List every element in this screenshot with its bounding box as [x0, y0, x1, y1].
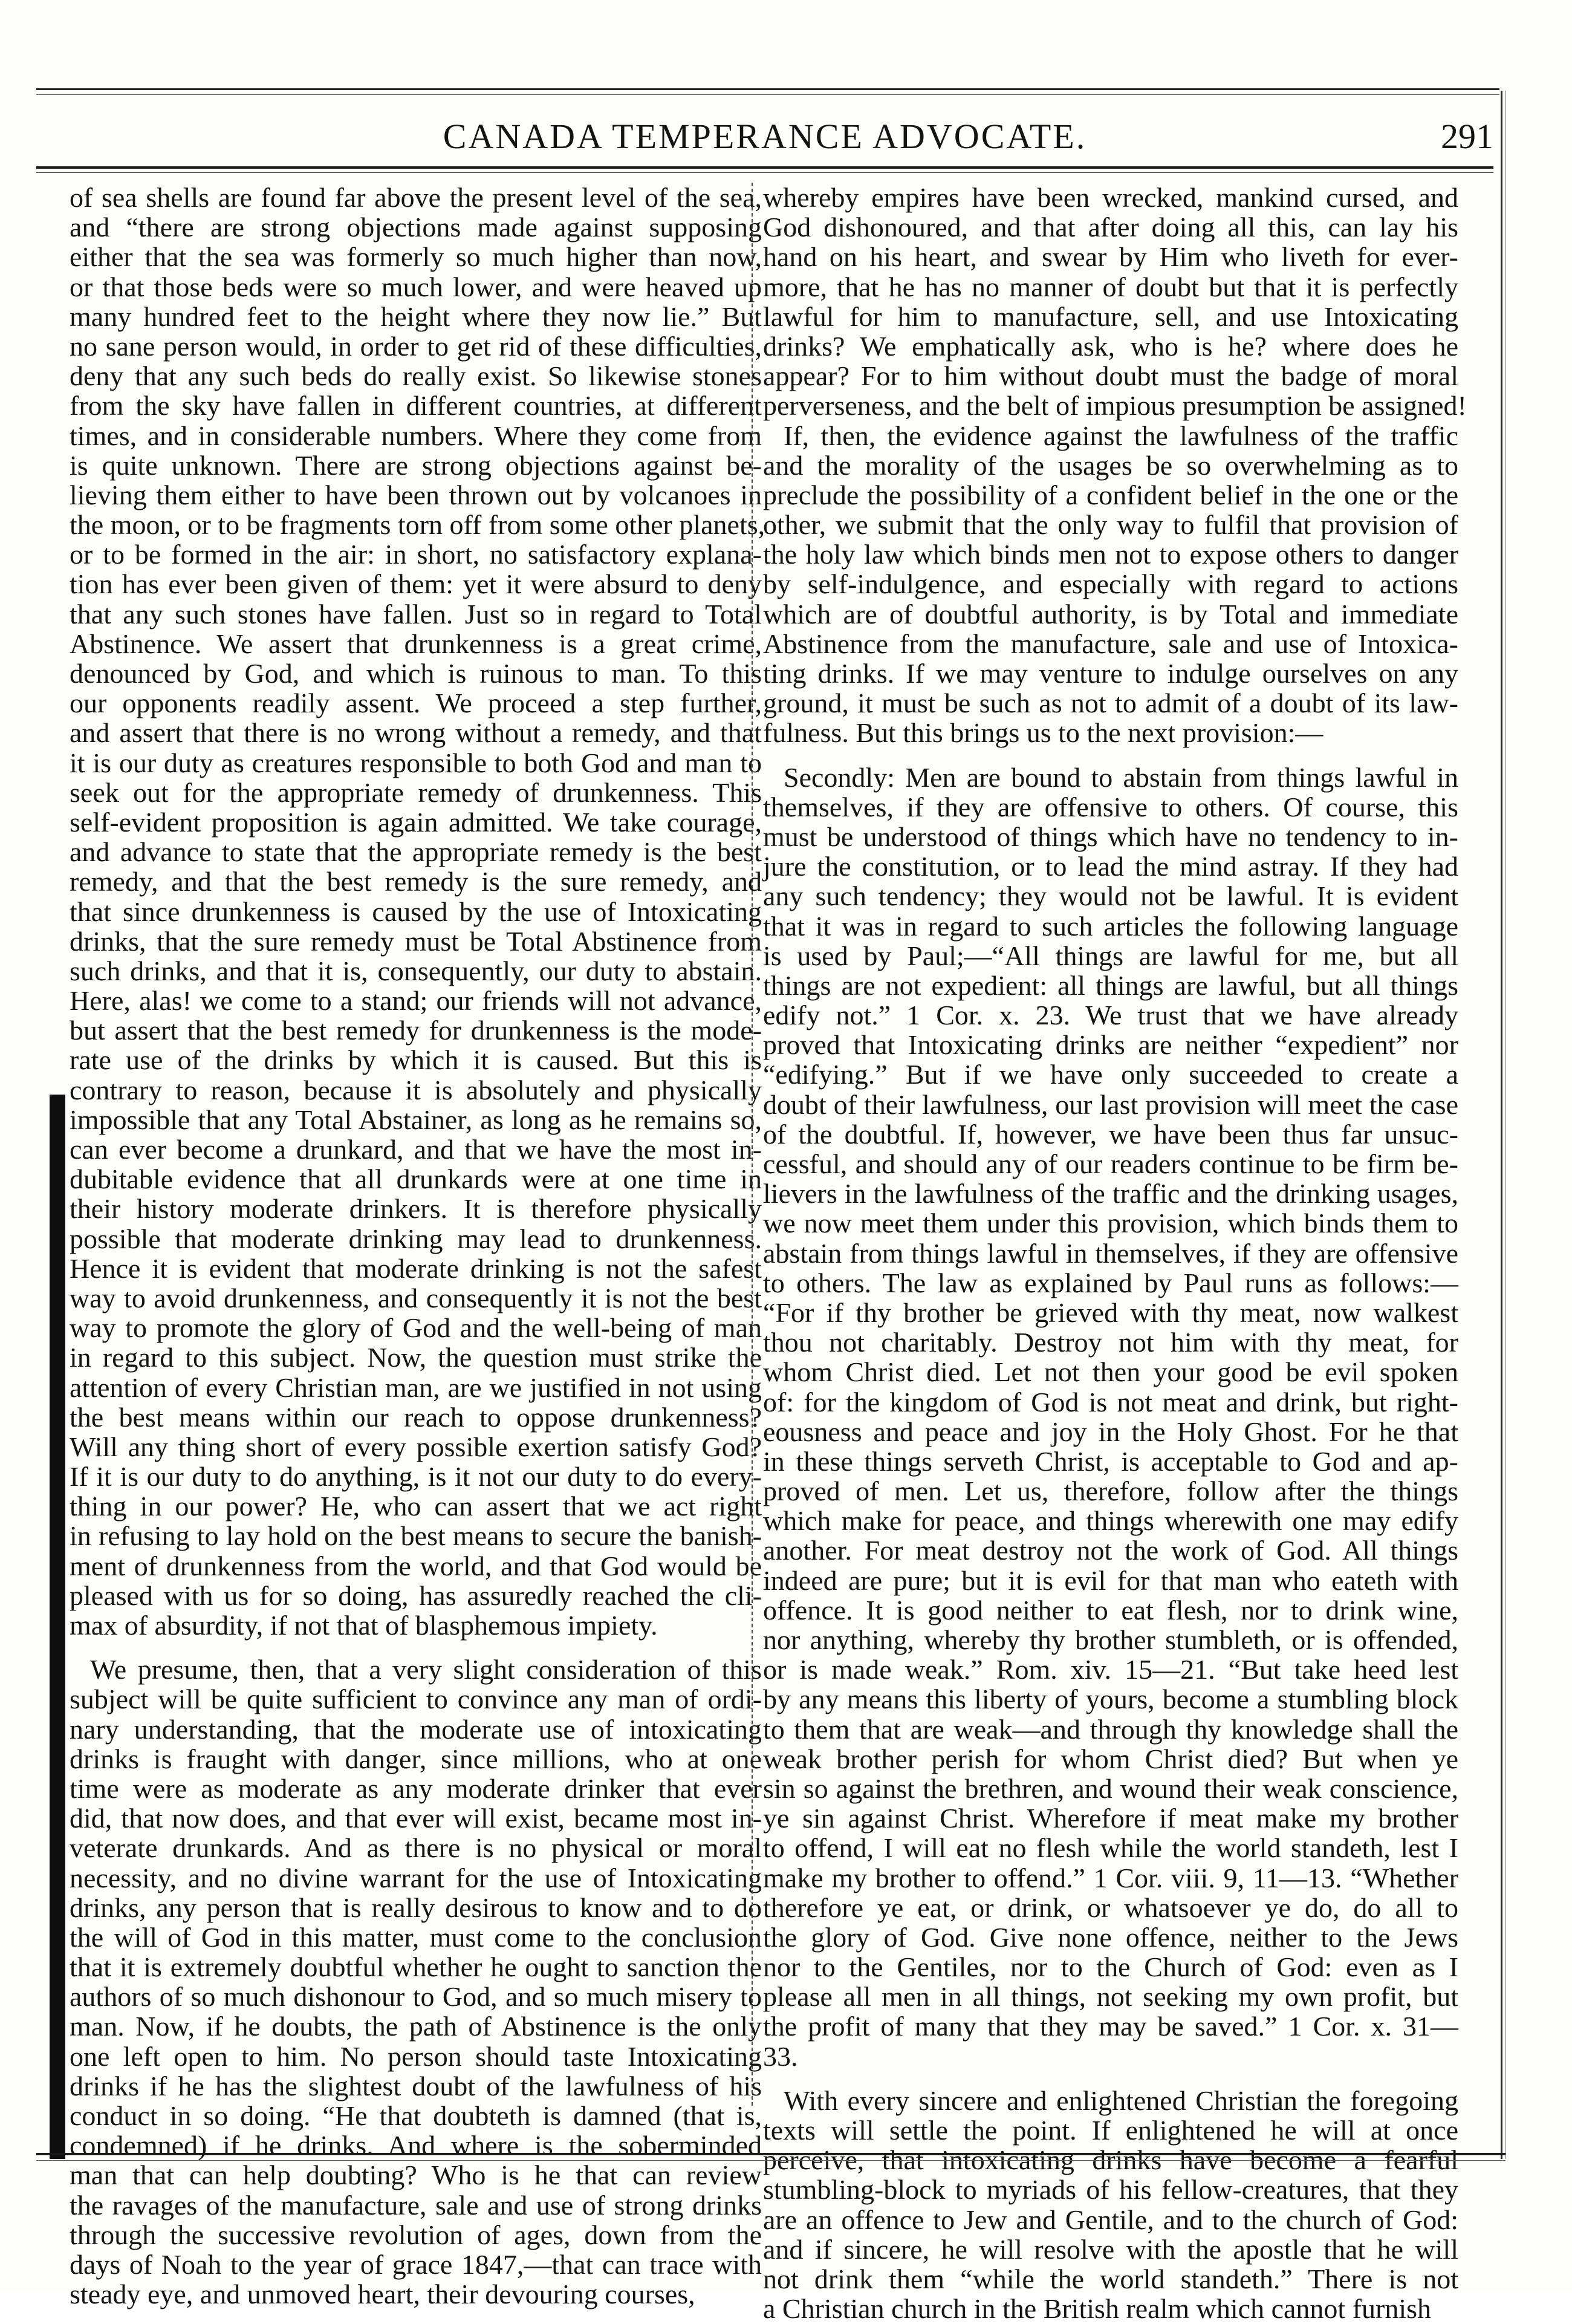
text-line: in refusing to lay hold on the best means to secure the banish-	[70, 1520, 762, 1552]
text-line: lievers in the lawfulness of the traffic and the drinking usages,	[763, 1178, 1458, 1209]
text-line: and the morality of the usages be so overwhelming as to	[763, 449, 1458, 481]
text-line: not drink them “while the world standeth.” There is not	[763, 2263, 1458, 2294]
text-line: edify not.” 1 Cor. x. 23. We trust that we have already	[763, 1000, 1458, 1031]
text-line: a Christian church in the British realm which cannot furnish	[763, 2293, 1432, 2324]
text-line: whom Christ died. Let not then your good be evil spoken	[763, 1356, 1458, 1388]
text-line: proved of men. Let us, therefore, follow after the things	[763, 1476, 1458, 1507]
text-line: jure the constitution, or to lead the mind astray. If they had	[763, 851, 1458, 882]
text-line: one left open to him. No person should taste Intoxicating	[70, 2040, 762, 2072]
text-line: other, we submit that the only way to fulfil that provision of	[763, 509, 1458, 541]
text-line: that it was in regard to such articles the following language	[763, 910, 1458, 942]
text-line: nor anything, whereby thy brother stumbleth, or is offended,	[763, 1624, 1458, 1655]
text-line: to others. The law as explained by Paul runs as follows:—	[763, 1267, 1458, 1298]
text-line: and advance to state that the appropriate remedy is the best	[70, 836, 762, 868]
top-border-rule	[36, 88, 1499, 90]
bottom-border-rule	[36, 2153, 1505, 2155]
text-line: necessity, and no divine warrant for the use of Intoxicating	[70, 1862, 762, 1893]
text-line: cessful, and should any of our readers continue to be firm be-	[763, 1148, 1458, 1179]
text-line: weak brother perish for whom Christ died? But when ye	[763, 1743, 1458, 1774]
text-line: God dishonoured, and that after doing all this, can lay his	[763, 212, 1458, 243]
text-line: and “there are strong objections made against supposing	[70, 212, 762, 243]
text-line: abstain from things lawful in themselves, if they are offensive	[763, 1237, 1458, 1269]
text-line: “edifying.” But if we have only succeeded to create a	[763, 1059, 1458, 1090]
text-line: 33.	[763, 2040, 798, 2072]
text-line: way to promote the glory of God and the well-being of man	[70, 1312, 762, 1344]
text-line: condemned) if he drinks. And where is the soberminded	[70, 2130, 762, 2161]
text-line: ment of drunkenness from the world, and that God would be	[70, 1550, 762, 1581]
text-line: or to be formed in the air: in short, no satisfactory explana-	[70, 539, 762, 570]
text-line: the profit of many that they may be saved.” 1 Cor. x. 31—	[763, 2011, 1458, 2042]
paragraph-gap	[70, 1640, 762, 1655]
text-line: drinks, that the sure remedy must be Total Abstinence from	[70, 925, 762, 957]
text-line: of: for the kingdom of God is not meat and drink, but right-	[763, 1386, 1458, 1418]
right-paragraph-4	[763, 2086, 1458, 2324]
text-line: and if sincere, he will resolve with the apostle that he will	[763, 2233, 1458, 2265]
text-line: offence. It is good neither to eat flesh, nor to drink wine,	[763, 1594, 1458, 1626]
text-line: fulness. But this brings us to the next provision:—	[763, 717, 1324, 749]
text-line: that any such stones have fallen. Just so in regard to Total	[70, 598, 762, 630]
running-head-title: CANADA TEMPERANCE ADVOCATE.	[443, 117, 1087, 156]
text-line: the moon, or to be fragments torn off from some other planets,	[70, 509, 765, 541]
text-line: to offend, I will eat no flesh while the world standeth, lest I	[763, 1832, 1458, 1864]
column-divider	[752, 183, 753, 2106]
text-line: nor to the Gentiles, nor to the Church of God: even as I	[763, 1951, 1458, 1983]
text-line: If, then, the evidence against the lawfulness of the traffic	[784, 420, 1458, 451]
text-line: but assert that the best remedy for drunkenness is the mode-	[70, 1015, 762, 1046]
left-paragraph-1	[70, 182, 765, 1641]
text-line: contrary to reason, because it is absolutely and physically	[70, 1074, 762, 1105]
text-line: seek out for the appropriate remedy of drunkenness. This	[70, 776, 762, 808]
text-line: no sane person would, in order to get rid of these difficulties,	[70, 330, 762, 362]
top-border-rule-thin	[36, 94, 1499, 95]
right-border-thin	[1505, 91, 1506, 2159]
text-line: drinks, any person that is really desirous to know and to do	[70, 1892, 762, 1923]
text-line: in regard to this subject. Now, the question must strike the	[70, 1342, 762, 1373]
text-line: either that the sea was formerly so much higher than now,	[70, 241, 762, 273]
text-line: nary understanding, that the moderate use of intoxicating	[70, 1713, 762, 1745]
text-line: time were as moderate as any moderate drinker that ever	[70, 1772, 762, 1804]
right-paragraph-2	[763, 421, 1458, 748]
text-line: thou not charitably. Destroy not him with thy meat, for	[763, 1327, 1458, 1358]
text-line: pleased with us for so doing, has assuredly reached the cli-	[70, 1580, 762, 1611]
text-line: to them that are weak—and through thy knowledge shall the	[763, 1713, 1458, 1745]
text-line: perceive, that intoxicating drinks have become a fearful	[763, 2144, 1458, 2176]
text-line: remedy, and that the best remedy is the sure remedy, and	[70, 866, 762, 897]
text-line: possible that moderate drinking may lead to drunkenness.	[70, 1223, 762, 1254]
text-line: more, that he has no manner of doubt but that it is perfectly	[763, 271, 1458, 302]
text-line: such drinks, and that it is, consequently, our duty to abstain.	[70, 955, 762, 986]
text-line: the glory of God. Give none offence, neither to the Jews	[763, 1921, 1458, 1953]
text-line: “For if thy brother be grieved with thy meat, now walkest	[763, 1297, 1458, 1328]
text-line: days of Noah to the year of grace 1847,—that can trace with	[70, 2248, 762, 2280]
left-paragraph-2	[70, 1655, 762, 2309]
text-line: max of absurdity, if not that of blasphemous impiety.	[70, 1610, 658, 1641]
text-line: man. Now, if he doubts, the path of Abstinence is the only	[70, 2011, 762, 2042]
text-line: authors of so much dishonour to God, and so much misery to	[70, 1981, 762, 2013]
text-line: self-evident proposition is again admitted. We take courage,	[70, 806, 762, 838]
text-line: and assert that there is no wrong without a remedy, and that	[70, 717, 762, 749]
text-line: drinks? We emphatically ask, who is he? where does he	[763, 330, 1458, 362]
paragraph-gap	[763, 2071, 1458, 2086]
text-line: it is our duty as creatures responsible to both God and man to	[70, 747, 762, 778]
text-line: is quite unknown. There are strong objections against be-	[70, 449, 762, 481]
text-line: lieving them either to have been thrown out by volcanoes in	[70, 479, 762, 510]
text-line: the best means within our reach to oppose drunkenness?	[70, 1401, 762, 1433]
text-line: must be understood of things which have no tendency to in-	[763, 821, 1458, 852]
text-line: Here, alas! we come to a stand; our friends will not advance,	[70, 985, 762, 1017]
text-line: by any means this liberty of yours, become a stumbling block	[763, 1684, 1458, 1715]
text-line: did, that now does, and that ever will exist, became most in-	[70, 1803, 762, 1834]
text-line: times, and in considerable numbers. Where they come from	[70, 420, 762, 451]
header-rule	[36, 166, 1493, 169]
text-line: is used by Paul;—“All things are lawful for me, but all	[763, 940, 1458, 971]
left-column	[70, 182, 765, 2310]
text-line: texts will settle the point. If enlightened he will at once	[763, 2115, 1458, 2146]
text-line: With every sincere and enlightened Christian the foregoing	[784, 2085, 1458, 2116]
text-line: can ever become a drunkard, and that we have the most in-	[70, 1134, 762, 1165]
text-line: therefore ye eat, or drink, or whatsoever ye do, do all to	[763, 1892, 1458, 1923]
text-line: which are of doubtful authority, is by Total and immediate	[763, 598, 1458, 630]
text-line: of the doubtful. If, however, we have been thus far unsuc-	[763, 1118, 1458, 1150]
bottom-border-rule-thin	[36, 2160, 1505, 2161]
text-line: conduct in so doing. “He that doubteth is damned (that is,	[70, 2100, 762, 2131]
text-line: We presume, then, that a very slight consideration of this	[90, 1654, 762, 1685]
text-line: If it is our duty to do anything, is it not our duty to do every-	[70, 1461, 762, 1492]
text-line: through the successive revolution of ages, down from the	[70, 2219, 762, 2250]
text-line: another. For meat destroy not the work of God. All things	[763, 1535, 1458, 1566]
text-line: Hence it is evident that moderate drinking is not the safest	[70, 1252, 762, 1284]
text-line: our opponents readily assent. We proceed a step further,	[70, 688, 762, 719]
right-column	[763, 182, 1467, 2324]
text-line: thing in our power? He, who can assert that we act right	[70, 1491, 762, 1522]
paragraph-gap	[763, 748, 1458, 763]
text-line: dubitable evidence that all drunkards were at one time in	[70, 1164, 762, 1195]
text-line: that since drunkenness is caused by the use of Intoxicating	[70, 896, 762, 927]
text-line: we now meet them under this provision, which binds them to	[763, 1208, 1458, 1239]
text-line: things are not expedient: all things are lawful, but all things	[763, 969, 1458, 1001]
text-line: preclude the possibility of a confident belief in the one or the	[763, 479, 1458, 510]
text-line: attention of every Christian man, are we justified in not using	[70, 1372, 762, 1403]
text-line: the holy law which binds men not to expose others to danger	[763, 539, 1458, 570]
text-line: Abstinence from the manufacture, sale and use of Intoxica-	[763, 628, 1458, 659]
text-line: veterate drunkards. And as there is no physical or moral	[70, 1832, 762, 1864]
text-line: ting drinks. If we may venture to indulge ourselves on any	[763, 658, 1458, 689]
text-line: sin so against the brethren, and wound their weak conscience,	[763, 1772, 1458, 1804]
text-line: lawful for him to manufacture, sell, and use Intoxicating	[763, 301, 1458, 332]
text-line: perverseness, and the belt of impious presumption be assigned!	[763, 390, 1467, 422]
text-line: of sea shells are found far above the present level of the sea,	[70, 182, 762, 213]
text-line: their history moderate drinkers. It is therefore physically	[70, 1193, 762, 1225]
text-line: Abstinence. We assert that drunkenness is a great crime,	[70, 628, 762, 659]
text-line: any such tendency; they would not be lawful. It is evident	[763, 880, 1458, 912]
text-line: deny that any such beds do really exist. So likewise stones	[70, 360, 762, 392]
text-line: proved that Intoxicating drinks are neither “expedient” nor	[763, 1029, 1458, 1061]
text-line: drinks is fraught with danger, since millions, who at one	[70, 1743, 762, 1774]
text-line: rate use of the drinks by which it is caused. But this is	[70, 1044, 762, 1076]
right-paragraph-1	[763, 182, 1467, 422]
text-line: or is made weak.” Rom. xiv. 15—21. “But take heed lest	[763, 1654, 1458, 1685]
text-line: indeed are pure; but it is evil for that man who eateth with	[763, 1564, 1458, 1596]
text-line: themselves, if they are offensive to others. Of course, this	[763, 791, 1458, 822]
binding-shadow	[50, 1095, 65, 2159]
header-rule-thin	[36, 172, 1493, 173]
text-line: way to avoid drunkenness, and consequently it is not the best	[70, 1282, 762, 1313]
text-line: whereby empires have been wrecked, mankind cursed, and	[763, 182, 1458, 213]
text-line: stumbling-block to myriads of his fellow-creatures, that they	[763, 2174, 1458, 2205]
page-number: 291	[1441, 117, 1493, 156]
text-line: or that those beds were so much lower, and were heaved up	[70, 271, 762, 302]
text-line: Secondly: Men are bound to abstain from things lawful in	[784, 761, 1458, 793]
right-border	[1501, 91, 1502, 2159]
text-line: eousness and peace and joy in the Holy Ghost. For he that	[763, 1416, 1458, 1447]
text-line: by self-indulgence, and especially with regard to actions	[763, 568, 1458, 600]
text-line: appear? For to him without doubt must the badge of moral	[763, 360, 1458, 392]
text-line: many hundred feet to the height where they now lie.” But	[70, 301, 762, 332]
text-line: that it is extremely doubtful whether he ought to sanction the	[70, 1951, 762, 1983]
text-line: denounced by God, and which is ruinous to man. To this	[70, 658, 762, 689]
text-line: ye sin against Christ. Wherefore if meat make my brother	[763, 1803, 1458, 1834]
text-line: the will of God in this matter, must come to the conclusion	[70, 1921, 762, 1953]
text-line: the ravages of the manufacture, sale and use of strong drinks	[70, 2189, 762, 2221]
text-line: impossible that any Total Abstainer, as long as he remains so,	[70, 1104, 762, 1135]
text-line: ground, it must be such as not to admit of a doubt of its law-	[763, 688, 1458, 719]
text-line: which make for peace, and things wherewith one may edify	[763, 1505, 1458, 1537]
text-line: Will any thing short of every possible exertion satisfy God?	[70, 1431, 762, 1462]
text-line: drinks if he has the slightest doubt of the lawfulness of his	[70, 2070, 762, 2101]
text-line: from the sky have fallen in different countries, at different	[70, 390, 762, 422]
text-line: make my brother to offend.” 1 Cor. viii. 9, 11—13. “Whether	[763, 1862, 1458, 1893]
text-line: steady eye, and unmoved heart, their devouring courses,	[70, 2279, 695, 2310]
running-header	[36, 116, 1493, 158]
right-paragraph-3	[763, 763, 1458, 2071]
text-line: are an offence to Jew and Gentile, and to the church of God:	[763, 2204, 1458, 2235]
text-line: subject will be quite sufficient to convince any man of ordi-	[70, 1684, 762, 1715]
text-line: doubt of their lawfulness, our last provision will meet the case	[763, 1089, 1458, 1120]
text-line: hand on his heart, and swear by Him who liveth for ever-	[763, 241, 1458, 273]
text-line: man that can help doubting? Who is he that can review	[70, 2160, 762, 2191]
text-line: in these things serveth Christ, is acceptable to God and ap-	[763, 1445, 1458, 1477]
text-line: tion has ever been given of them: yet it were absurd to deny	[70, 568, 762, 600]
text-line: please all men in all things, not seeking my own profit, but	[763, 1981, 1458, 2013]
